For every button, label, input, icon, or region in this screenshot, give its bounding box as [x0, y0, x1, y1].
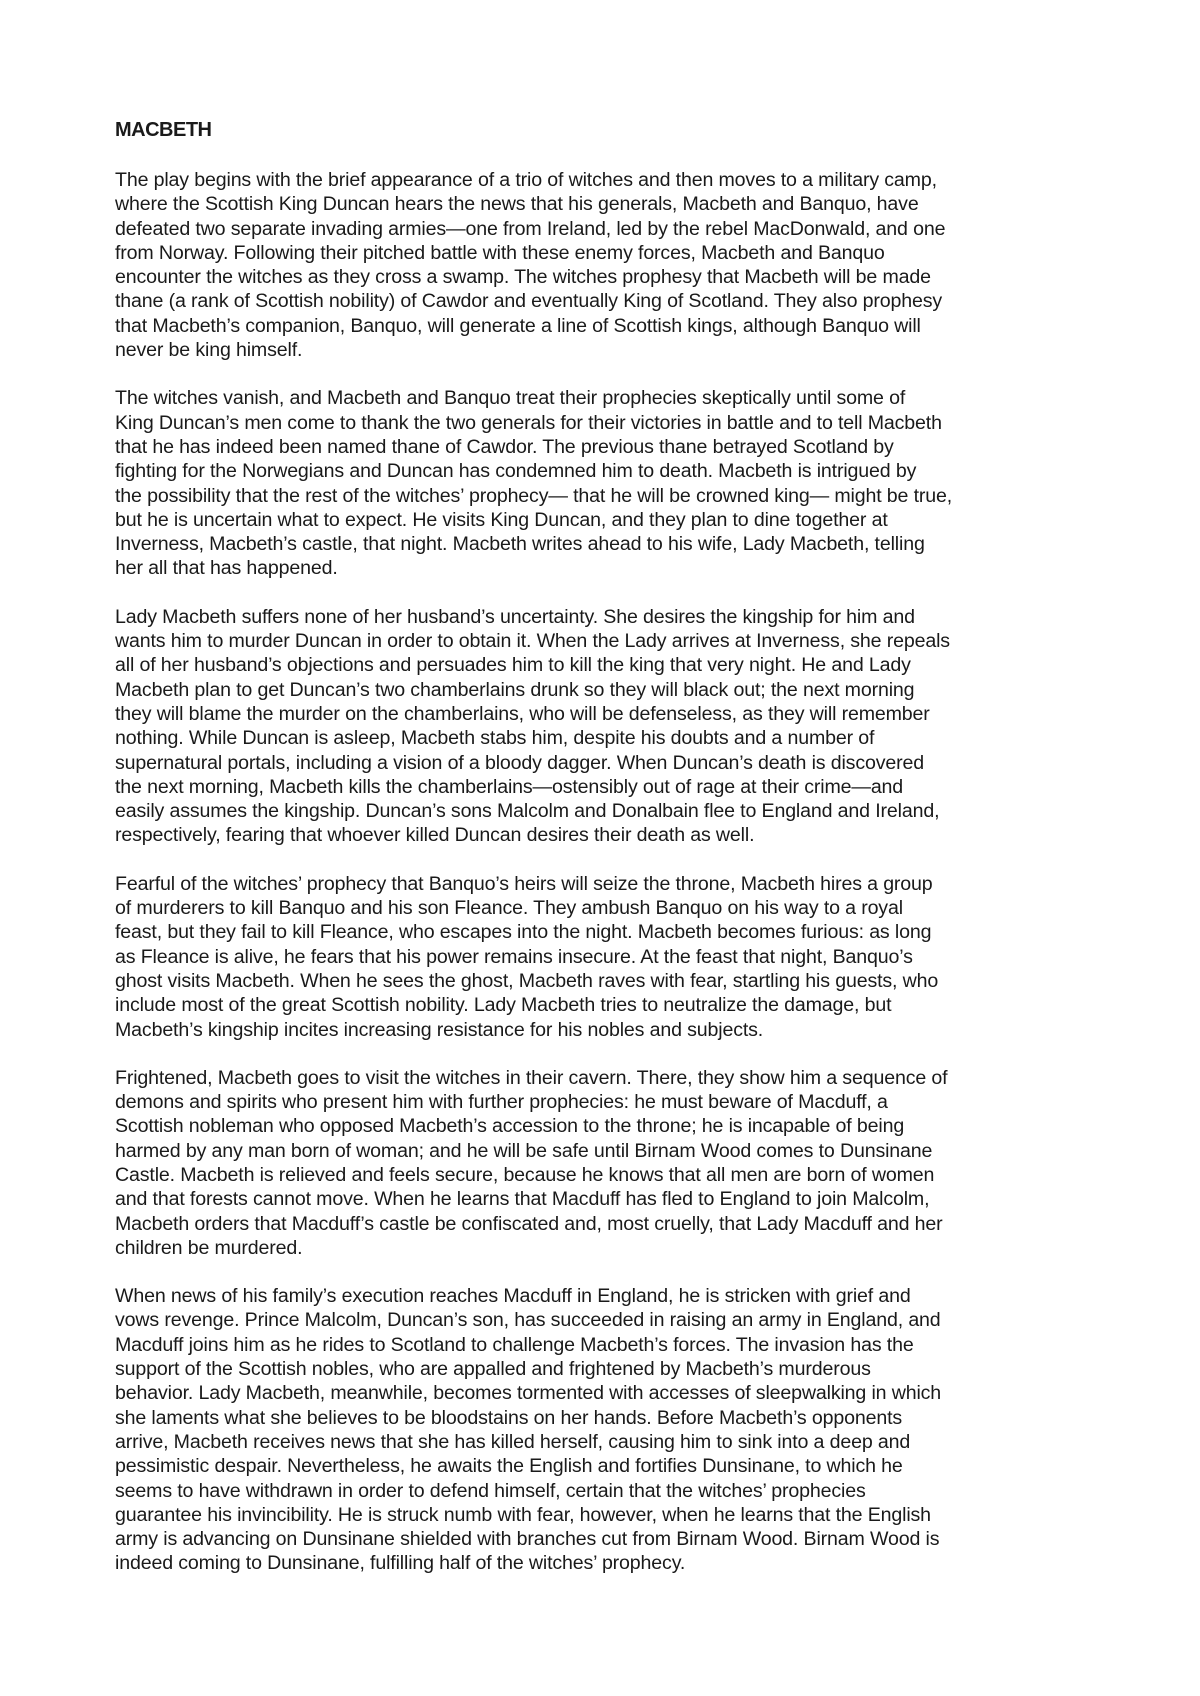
text-line: support of the Scottish nobles, who are appalled and frightened by Macbeth’s murderous	[115, 1358, 871, 1381]
paragraph-list	[115, 168, 1095, 1576]
text-line: vows revenge. Prince Malcolm, Duncan’s son, has succeeded in raising an army in England, and	[115, 1309, 941, 1332]
text-line: that Macbeth’s companion, Banquo, will generate a line of Scottish kings, although Banquo will	[115, 314, 921, 337]
text-line: that he has indeed been named thane of Cawdor. The previous thane betrayed Scotland by	[115, 435, 894, 458]
text-line: supernatural portals, including a vision of a bloody dagger. When Duncan’s death is discovered	[115, 751, 924, 774]
text-line: the possibility that the rest of the witches’ prophecy— that he will be crowned king— might be true,	[115, 484, 953, 507]
text-line: never be king himself.	[115, 339, 303, 362]
text-line: King Duncan’s men come to thank the two generals for their victories in battle and to tell Macbeth	[115, 411, 942, 434]
text-line: where the Scottish King Duncan hears the news that his generals, Macbeth and Banquo, have	[115, 193, 919, 216]
paragraph	[115, 168, 1095, 362]
paragraph	[115, 872, 1095, 1042]
text-line: Scottish nobleman who opposed Macbeth’s accession to the throne; he is incapable of being	[115, 1115, 905, 1138]
text-line: and that forests cannot move. When he learns that Macduff has fled to England to join Malcolm,	[115, 1188, 930, 1211]
text-line: she laments what she believes to be bloodstains on her hands. Before Macbeth’s opponents	[115, 1406, 903, 1429]
text-line: the next morning, Macbeth kills the chamberlains—ostensibly out of rage at their crime—and	[115, 775, 904, 798]
text-line: Macbeth plan to get Duncan’s two chamberlains drunk so they will black out; the next morning	[115, 678, 915, 701]
text-line: feast, but they fail to kill Fleance, who escapes into the night. Macbeth becomes furious: as long	[115, 921, 932, 944]
text-line: fighting for the Norwegians and Duncan has condemned him to death. Macbeth is intrigued by	[115, 460, 917, 483]
document-title: MACBETH	[115, 119, 212, 141]
text-line: harmed by any man born of woman; and he will be safe until Birnam Wood comes to Dunsinane	[115, 1139, 933, 1162]
text-line: easily assumes the kingship. Duncan’s sons Malcolm and Donalbain flee to England and Ireland,	[115, 800, 940, 823]
text-line: respectively, fearing that whoever killed Duncan desires their death as well.	[115, 824, 755, 847]
text-line: Macbeth’s kingship incites increasing resistance for his nobles and subjects.	[115, 1018, 764, 1041]
text-line: arrive, Macbeth receives news that she has killed herself, causing him to sink into a deep and	[115, 1430, 911, 1453]
text-line: Fearful of the witches’ prophecy that Banquo’s heirs will seize the throne, Macbeth hires a group	[115, 872, 933, 895]
text-line: they will blame the murder on the chamberlains, who will be defenseless, as they will remember	[115, 702, 930, 725]
text-line: guarantee his invincibility. He is struck numb with fear, however, when he learns that the English	[115, 1503, 931, 1526]
text-line: indeed coming to Dunsinane, fulfilling half of the witches’ prophecy.	[115, 1552, 686, 1575]
text-line: The witches vanish, and Macbeth and Banquo treat their prophecies skeptically until some of	[115, 387, 906, 410]
text-line: include most of the great Scottish nobility. Lady Macbeth tries to neutralize the damage, but	[115, 994, 892, 1017]
text-line: Inverness, Macbeth’s castle, that night. Macbeth writes ahead to his wife, Lady Macbeth, telling	[115, 533, 925, 556]
text-line: seems to have withdrawn in order to defend himself, certain that the witches’ prophecies	[115, 1479, 866, 1502]
text-line: army is advancing on Dunsinane shielded with branches cut from Birnam Wood. Birnam Wood is	[115, 1528, 940, 1551]
text-line: When news of his family’s execution reaches Macduff in England, he is stricken with grief and	[115, 1285, 911, 1308]
text-line: nothing. While Duncan is asleep, Macbeth stabs him, despite his doubts and a number of	[115, 727, 875, 750]
text-line: pessimistic despair. Nevertheless, he awaits the English and fortifies Dunsinane, to which he	[115, 1455, 903, 1478]
text-line: Macbeth orders that Macduff’s castle be confiscated and, most cruelly, that Lady Macduff and her	[115, 1212, 943, 1235]
text-line: defeated two separate invading armies—one from Ireland, led by the rebel MacDonwald, and one	[115, 217, 946, 240]
text-line: children be murdered.	[115, 1236, 303, 1259]
text-line: but he is uncertain what to expect. He visits King Duncan, and they plan to dine together at	[115, 508, 888, 531]
paragraph	[115, 605, 1095, 848]
text-line: all of her husband’s objections and persuades him to kill the king that very night. He and Lady	[115, 654, 911, 677]
text-line: Macduff joins him as he rides to Scotland to challenge Macbeth’s forces. The invasion has the	[115, 1333, 914, 1356]
document-body	[115, 118, 1095, 1600]
paragraph	[115, 1066, 1095, 1260]
text-line: her all that has happened.	[115, 557, 338, 580]
text-line: Castle. Macbeth is relieved and feels secure, because he knows that all men are born of women	[115, 1163, 935, 1186]
text-line: Lady Macbeth suffers none of her husband’s uncertainty. She desires the kingship for him and	[115, 605, 915, 628]
text-line: behavior. Lady Macbeth, meanwhile, becomes tormented with accesses of sleepwalking in which	[115, 1382, 942, 1405]
text-line: ghost visits Macbeth. When he sees the ghost, Macbeth raves with fear, startling his guests, who	[115, 969, 939, 992]
paragraph	[115, 1284, 1095, 1576]
text-line: from Norway. Following their pitched battle with these enemy forces, Macbeth and Banquo	[115, 241, 885, 264]
text-line: demons and spirits who present him with further prophecies: he must beware of Macduff, a	[115, 1091, 888, 1114]
text-line: as Fleance is alive, he fears that his power remains insecure. At the feast that night, Banquo’s	[115, 945, 913, 968]
paragraph	[115, 386, 1095, 580]
text-line: of murderers to kill Banquo and his son Fleance. They ambush Banquo on his way to a royal	[115, 897, 903, 920]
text-line: encounter the witches as they cross a swamp. The witches prophesy that Macbeth will be made	[115, 266, 931, 289]
text-line: thane (a rank of Scottish nobility) of Cawdor and eventually King of Scotland. They also prophesy	[115, 290, 943, 313]
text-line: wants him to murder Duncan in order to obtain it. When the Lady arrives at Inverness, she repeals	[115, 630, 950, 653]
text-line: The play begins with the brief appearance of a trio of witches and then moves to a military camp,	[115, 169, 937, 191]
text-line: Frightened, Macbeth goes to visit the witches in their cavern. There, they show him a sequence of	[115, 1066, 948, 1089]
